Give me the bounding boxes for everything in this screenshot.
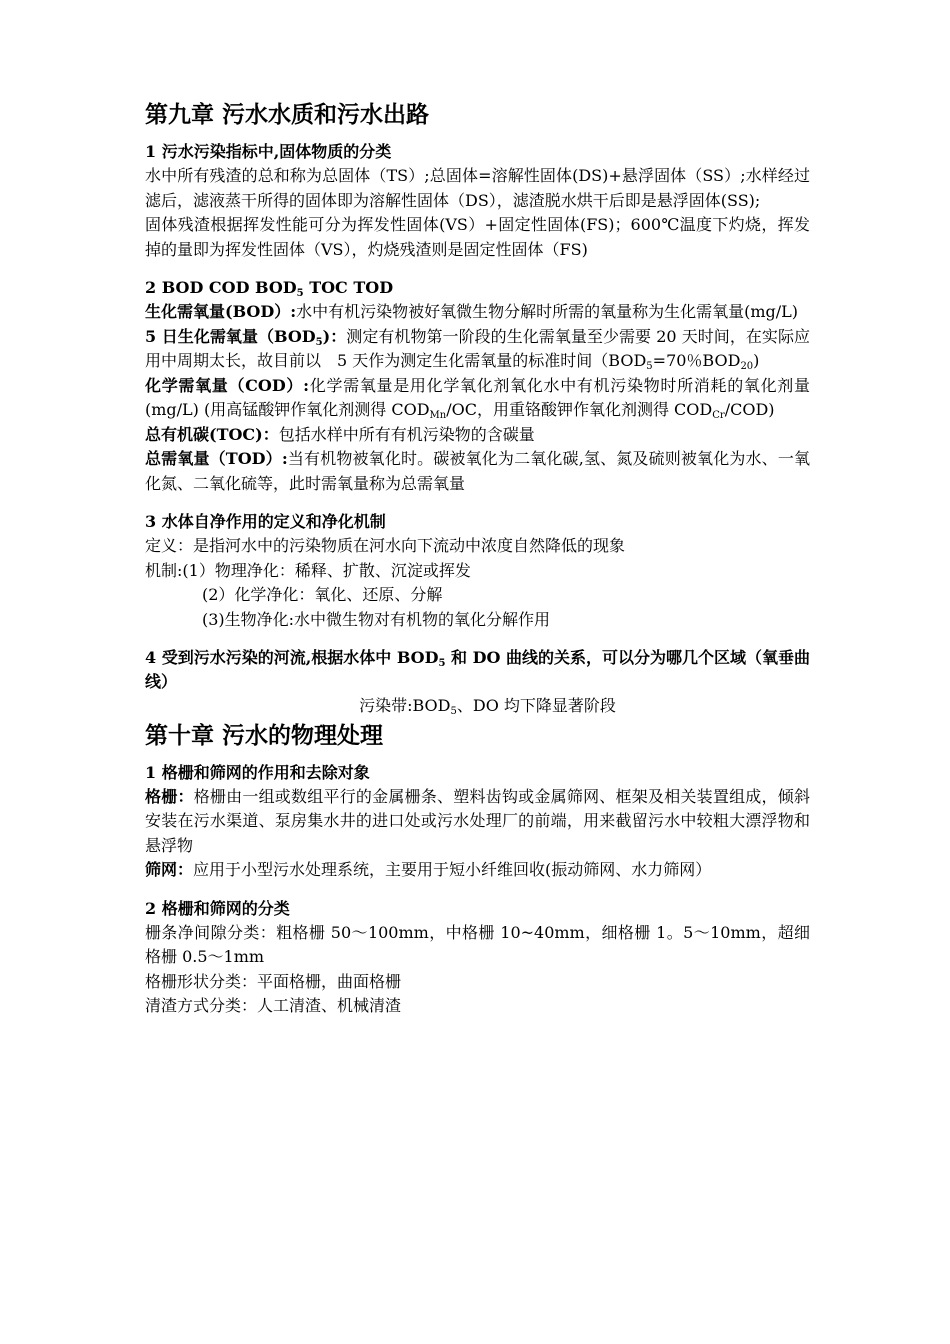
chapter-10-title: 第十章 污水的物理处理 — [145, 722, 384, 749]
definition-bod: 生化需氧量(BOD）:水中有机污染物被好氧微生物分解时所需的氧量称为生化需氧量(mg/L) — [145, 302, 799, 321]
classification-shape: 格栅形状分类：平面格栅，曲面格栅 — [145, 971, 402, 991]
paragraph-total-solids: 水中所有残渣的总和称为总固体（TS）;总固体=溶解性固体(DS)+悬浮固体（SS）;水样经过滤后，滤液蒸干所得的固体即为溶解性固体（DS），滤渣脱水烘干后即是悬浮固体(SS); — [145, 166, 810, 210]
classification-gap: 栅条净间隙分类：粗格栅 50～100mm，中格栅 10~40mm，细格栅 1。5～10mm，超细格栅 0.5～1mm — [145, 922, 810, 966]
section-heading: 4 受到污水污染的河流,根据水体中 $BOD_5$ 和 DO 曲线的关系，可以分为哪几个区域（氧垂曲线） — [145, 648, 810, 691]
section-heading: 3 水体自净作用的定义和净化机制 — [145, 512, 386, 531]
section-heading: 2 格栅和筛网的分类 — [145, 898, 290, 918]
definition-grid: 格栅：格栅由一组或数组平行的金属栅条、塑料齿钩或金属筛网、框架及相关装置组成，倾斜安装在污水渠道、泵房集水井的进口处或污水处理厂的前端，用来截留污水中较粗大漂浮物和悬浮物 — [145, 786, 810, 855]
definition-bod5: 5 日生化需氧量$(BOD_5)$：测定有机物第一阶段的生化需氧量至少需要 20 天时间，在实际应用中周期太长，故目前以 5 天作为测定生化需氧量的标准时间（$BOD_5=70$％$BOD_{20}$) — [145, 326, 810, 372]
chapter-9-title: 第九章 污水水质和污水出路 — [145, 102, 430, 128]
paragraph-volatile-solids: 固体残渣根据挥发性能可分为挥发性固体(VS）+固定性固体(FS)；600℃温度下灼烧，挥发掉的量即为挥发性固体（VS），灼烧残渣则是固定性固体（FS) — [145, 215, 810, 259]
mechanism-physical: 机制:(1）物理净化：稀释、扩散、沉淀或挥发 — [145, 560, 471, 580]
classification-cleaning: 清渣方式分类：人工清渣、机械清渣 — [145, 996, 402, 1015]
definition-toc: 总有机碳(TOC)：包括水样中所有有机污染物的含碳量 — [145, 424, 535, 444]
mechanism-biological: (3)生物净化:水中微生物对有机物的氧化分解作用 — [202, 609, 551, 629]
section-heading: 1 污水污染指标中,固体物质的分类 — [145, 142, 392, 161]
definition-tod: 总需氧量（TOD）:当有机物被氧化时。碳被氧化为二氧化碳,氢、氮及硫则被氧化为水、一氧化氮、二氧化硫等，此时需氧量称为总需氧量 — [145, 449, 810, 493]
section-heading: 1 格栅和筛网的作用和去除对象 — [145, 762, 370, 782]
self-purification-definition: 定义：是指河水中的污染物质在河水向下流动中浓度自然降低的现象 — [145, 536, 626, 555]
pollution-zone-line: 污染带$:BOD_5$、DO 均下降显著阶段 — [359, 696, 616, 717]
definition-cod: 化学需氧量（COD）:化学需氧量是用化学氧化剂氧化水中有机污染物时所消耗的氧化剂量(mg/L) (用高锰酸钾作氧化剂测得 $COD_{Mn}/OC$，用重铬酸钾作氧化剂测得 $COD_{Cr}/COD$) — [145, 375, 810, 421]
definition-screen: 筛网：应用于小型污水处理系统，主要用于短小纤维回收(振动筛网、水力筛网） — [145, 860, 712, 879]
section-heading: 2 BOD COD $BOD_5$ TOC TOD — [145, 278, 394, 299]
mechanism-chemical: (2）化学净化：氧化、还原、分解 — [202, 585, 443, 604]
document-page — [145, 100, 810, 1019]
